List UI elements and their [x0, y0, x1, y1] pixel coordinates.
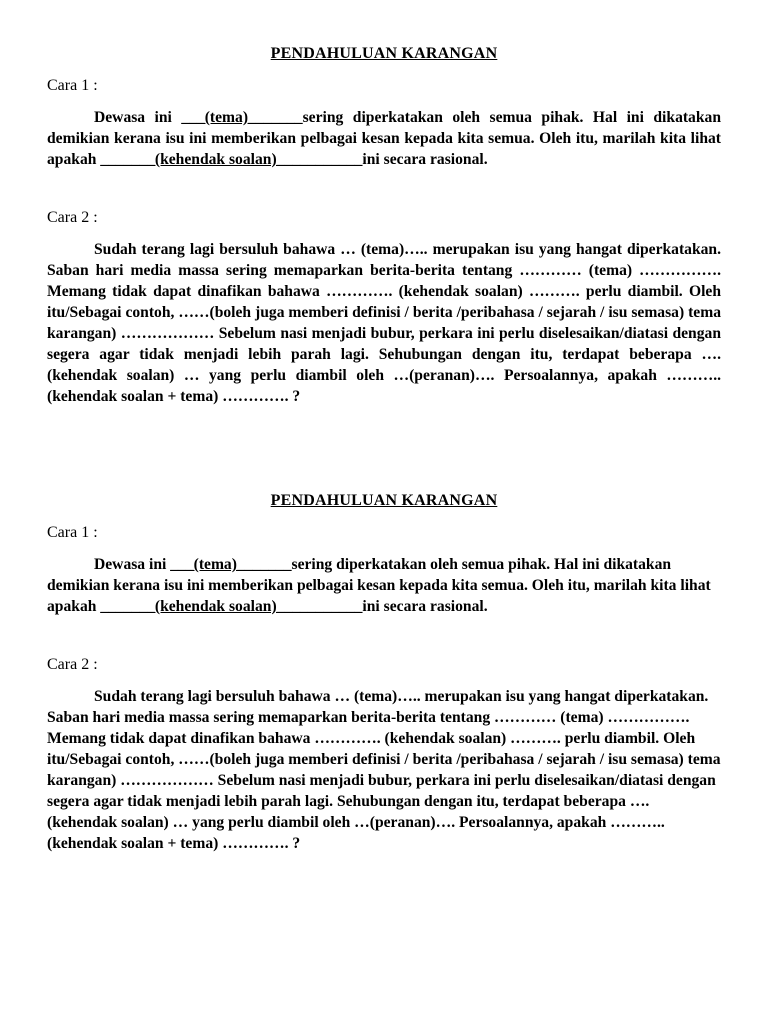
cara-2-paragraph: Sudah terang lagi bersuluh bahawa … (tema)….. merupakan isu yang hangat diperkatakan. Saban hari media massa sering memaparkan berita-berita tentang ………… (tema) ……………. Memang tidak dapat dinafikan bahawa …………. (kehendak soalan) ………. perlu diambil. Oleh itu/Sebagai contoh, ……(boleh juga memberi definisi / berita /peribahasa / sejarah / isu semasa) tema karangan) ……………… Sebelum nasi menjadi bubur, perkara ini perlu diselesaikan/diatasi dengan segera agar tidak menjadi lebih parah lagi. Sehubungan dengan itu, terdapat beberapa …. (kehendak soalan) … yang perlu diambil oleh …(peranan)…. Persoalannya, apakah ……….. (kehendak soalan + tema) …………. ?	[47, 688, 721, 852]
cara-1-paragraph	[47, 107, 721, 170]
cara-1-text-b: sering diperkatakan oleh semua pihak. Hal ini dikatakan demikian kerana isu ini memberikan pelbagai kesan kepada kita semua. Oleh itu, marilah kita lihat apakah	[47, 109, 721, 168]
cara-1-text-c: ini secara rasional.	[362, 598, 488, 615]
blank-tema: ___(tema)_______	[170, 556, 292, 573]
section-1	[47, 44, 721, 407]
section-title: PENDAHULUAN KARANGAN	[270, 492, 498, 509]
blank-tema: ___(tema)_______	[181, 109, 303, 126]
cara-2-label: Cara 2 :	[47, 656, 98, 673]
section-2	[47, 491, 721, 854]
section-title: PENDAHULUAN KARANGAN	[270, 45, 498, 62]
blank-kehendak-soalan: _______(kehendak soalan)___________	[100, 151, 363, 168]
cara-1-paragraph	[47, 554, 721, 617]
cara-1-text-b: sering diperkatakan oleh semua pihak. Hal ini dikatakan demikian kerana isu ini memberikan pelbagai kesan kepada kita semua. Oleh itu, marilah kita lihat apakah	[47, 556, 711, 615]
cara-1-text-a: Dewasa ini	[94, 556, 171, 573]
blank-kehendak-soalan: _______(kehendak soalan)___________	[100, 598, 363, 615]
cara-1-text-c: ini secara rasional.	[362, 151, 488, 168]
cara-1-label: Cara 1 :	[47, 77, 98, 94]
cara-2-label: Cara 2 :	[47, 209, 98, 226]
cara-1-label: Cara 1 :	[47, 524, 98, 541]
cara-1-text-a: Dewasa ini	[94, 109, 182, 126]
cara-2-paragraph: Sudah terang lagi bersuluh bahawa … (tema)….. merupakan isu yang hangat diperkatakan. Saban hari media massa sering memaparkan berita-berita tentang ………… (tema) ……………. Memang tidak dapat dinafikan bahawa …………. (kehendak soalan) ………. perlu diambil. Oleh itu/Sebagai contoh, ……(boleh juga memberi definisi / berita /peribahasa / sejarah / isu semasa) tema karangan) ……………… Sebelum nasi menjadi bubur, perkara ini perlu diselesaikan/diatasi dengan segera agar tidak menjadi lebih parah lagi. Sehubungan dengan itu, terdapat beberapa …. (kehendak soalan) … yang perlu diambil oleh …(peranan)…. Persoalannya, apakah ……….. (kehendak soalan + tema) …………. ?	[47, 241, 721, 405]
